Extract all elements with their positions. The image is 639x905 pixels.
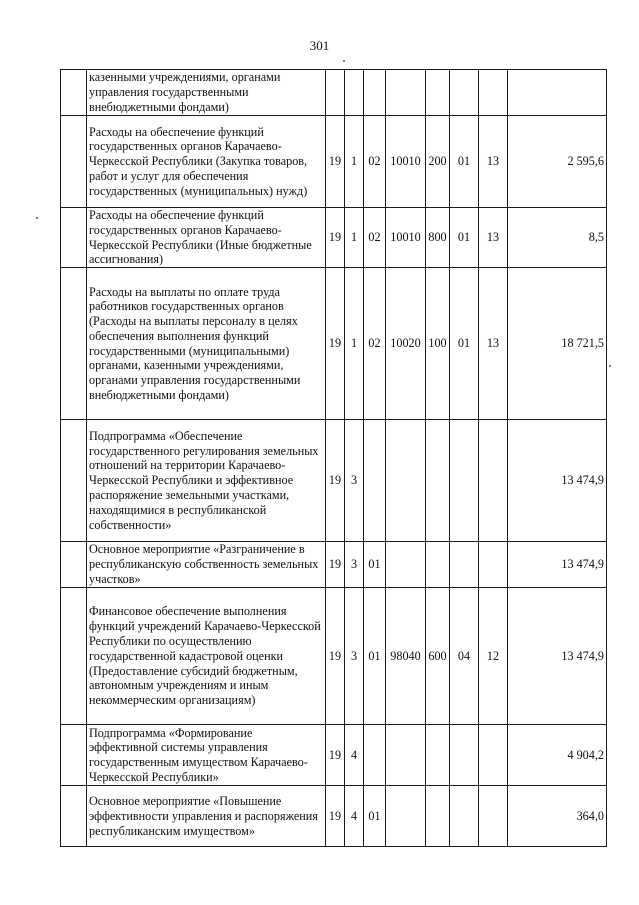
row-description: Основное мероприятие «Повышение эффективности управления и распоряжения республиканским имуществом» — [87, 786, 326, 847]
amount-cell: 18 721,5 — [508, 268, 607, 420]
row-blank-cell — [61, 786, 87, 847]
code-col-5: 600 — [426, 588, 450, 725]
code-col-2: 3 — [345, 420, 364, 542]
row-description: Подпрограмма «Формирование эффективной системы управления государственным имуществом Карачаево-Черкесской Республики» — [87, 725, 326, 786]
row-blank-cell — [61, 70, 87, 116]
code-col-3: 01 — [364, 542, 386, 588]
code-col-2: 1 — [345, 116, 364, 208]
code-col-2: 4 — [345, 725, 364, 786]
amount-cell: 364,0 — [508, 786, 607, 847]
table-row — [61, 420, 607, 542]
code-col-6: 01 — [450, 116, 479, 208]
table-row — [61, 268, 607, 420]
code-col-2: 4 — [345, 786, 364, 847]
code-col-4 — [386, 786, 426, 847]
amount-cell: 13 474,9 — [508, 588, 607, 725]
row-description: Расходы на обеспечение функций государственных органов Карачаево-Черкесской Республики (Закупка товаров, работ и услуг для обеспечения государственных (муниципальных) нужд) — [87, 116, 326, 208]
code-col-1 — [326, 70, 345, 116]
code-col-5 — [426, 786, 450, 847]
code-col-7 — [479, 420, 508, 542]
code-col-7 — [479, 786, 508, 847]
row-blank-cell — [61, 588, 87, 725]
amount-cell — [508, 70, 607, 116]
code-col-7: 12 — [479, 588, 508, 725]
code-col-1: 19 — [326, 725, 345, 786]
code-col-7 — [479, 725, 508, 786]
code-col-2: 3 — [345, 542, 364, 588]
code-col-6 — [450, 786, 479, 847]
code-col-3: 02 — [364, 208, 386, 268]
code-col-3: 02 — [364, 268, 386, 420]
table-row — [61, 725, 607, 786]
code-col-1: 19 — [326, 208, 345, 268]
code-col-5 — [426, 725, 450, 786]
code-col-2: 1 — [345, 268, 364, 420]
code-col-4: 10010 — [386, 116, 426, 208]
budget-table — [60, 69, 607, 847]
table-row — [61, 208, 607, 268]
row-blank-cell — [61, 420, 87, 542]
code-col-3 — [364, 70, 386, 116]
code-col-5: 100 — [426, 268, 450, 420]
table-row — [61, 588, 607, 725]
code-col-1: 19 — [326, 542, 345, 588]
code-col-7: 13 — [479, 208, 508, 268]
code-col-1: 19 — [326, 420, 345, 542]
code-col-7: 13 — [479, 268, 508, 420]
row-blank-cell — [61, 542, 87, 588]
code-col-4 — [386, 420, 426, 542]
code-col-5 — [426, 542, 450, 588]
row-description: Основное мероприятие «Разграничение в республиканскую собственность земельных участков» — [87, 542, 326, 588]
row-description: Подпрограмма «Обеспечение государственного регулирования земельных отношений на территории Карачаево-Черкесской Республики и эффективное распоряжение земельными участками, находящимися в республиканской собственности» — [87, 420, 326, 542]
code-col-3: 02 — [364, 116, 386, 208]
code-col-1: 19 — [326, 268, 345, 420]
amount-cell: 13 474,9 — [508, 542, 607, 588]
code-col-6: 04 — [450, 588, 479, 725]
code-col-4: 98040 — [386, 588, 426, 725]
row-description: Расходы на выплаты по оплате труда работников государственных органов (Расходы на выплаты персоналу в целях обеспечения выполнения функций государственными (муниципальными) органами, казенными учреждениями, органами управления государственными внебюджетными фондами) — [87, 268, 326, 420]
table-row — [61, 70, 607, 116]
code-col-4 — [386, 542, 426, 588]
row-description: Финансовое обеспечение выполнения функций учреждений Карачаево-Черкесской Республики по осуществлению государственной кадастровой оценки (Предоставление субсидий бюджетным, автономным учреждениям и иным некоммерческим организациям) — [87, 588, 326, 725]
code-col-7 — [479, 70, 508, 116]
amount-cell: 4 904,2 — [508, 725, 607, 786]
code-col-2: 3 — [345, 588, 364, 725]
scan-speck — [36, 217, 38, 219]
code-col-3 — [364, 725, 386, 786]
code-col-4 — [386, 70, 426, 116]
code-col-6 — [450, 725, 479, 786]
code-col-5 — [426, 70, 450, 116]
code-col-5: 800 — [426, 208, 450, 268]
code-col-7 — [479, 542, 508, 588]
code-col-6: 01 — [450, 208, 479, 268]
amount-cell: 8,5 — [508, 208, 607, 268]
code-col-4: 10020 — [386, 268, 426, 420]
row-blank-cell — [61, 116, 87, 208]
code-col-4: 10010 — [386, 208, 426, 268]
row-blank-cell — [61, 725, 87, 786]
code-col-6: 01 — [450, 268, 479, 420]
code-col-2: 1 — [345, 208, 364, 268]
code-col-5 — [426, 420, 450, 542]
page-number: 301 — [309, 38, 330, 53]
scan-speck — [343, 60, 345, 62]
code-col-6 — [450, 542, 479, 588]
code-col-3 — [364, 420, 386, 542]
code-col-3: 01 — [364, 786, 386, 847]
code-col-7: 13 — [479, 116, 508, 208]
scan-speck — [609, 365, 611, 367]
row-blank-cell — [61, 268, 87, 420]
code-col-6 — [450, 70, 479, 116]
code-col-2 — [345, 70, 364, 116]
row-description: казенными учреждениями, органами управления государственными внебюджетными фондами) — [87, 70, 326, 116]
code-col-1: 19 — [326, 786, 345, 847]
table-row — [61, 542, 607, 588]
code-col-4 — [386, 725, 426, 786]
row-blank-cell — [61, 208, 87, 268]
amount-cell: 13 474,9 — [508, 420, 607, 542]
code-col-3: 01 — [364, 588, 386, 725]
amount-cell: 2 595,6 — [508, 116, 607, 208]
row-description: Расходы на обеспечение функций государственных органов Карачаево-Черкесской Республики (Иные бюджетные ассигнования) — [87, 208, 326, 268]
code-col-5: 200 — [426, 116, 450, 208]
table-row — [61, 116, 607, 208]
code-col-6 — [450, 420, 479, 542]
code-col-1: 19 — [326, 116, 345, 208]
table-row — [61, 786, 607, 847]
code-col-1: 19 — [326, 588, 345, 725]
